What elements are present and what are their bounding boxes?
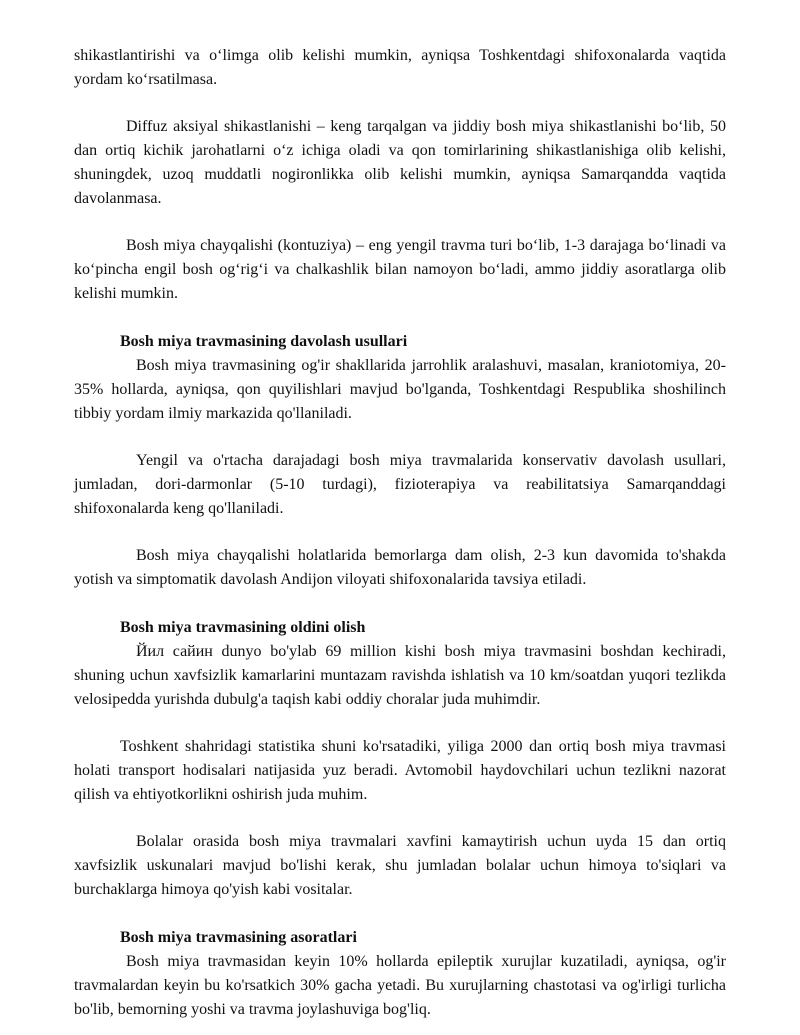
paragraph-diffuse-axonal: Diffuz aksiyal shikastlanishi – keng tarqalgan va jiddiy bosh miya shikastlanishi bo‘lib, 50 dan ortiq kichik jarohatlarni o‘z ichiga oladi va qon tomirlarining shikastlanishiga olib kelishi, shuningdek, uzoq muddatli nogironlikka olib kelishi mumkin, ayniqsa Samarqandda vaqtida davolanmasa. [74, 118, 726, 207]
paragraph-continued: shikastlantirishi va o‘limga olib kelishi mumkin, ayniqsa Toshkentdagi shifoxonalarda vaqtida yordam ko‘rsatilmasa. [74, 47, 726, 88]
paragraph-prevention-2: Toshkent shahridagi statistika shuni ko'rsatadiki, yiliga 2000 dan ortiq bosh miya travmasi holati transport hodisalari natijasida yuz beradi. Avtomobil haydovchilari uchun tezlikni nazorat qilish va ehtiyotkorlikni oshirish juda muhim. [74, 738, 726, 803]
paragraph-complications-1: Bosh miya travmasidan keyin 10% hollarda epileptik xurujlar kuzatiladi, ayniqsa, og'ir travmalardan keyin bu ko'rsatkich 30% gacha yetadi. Bu xurujlarning chastotasi va og'irligi turlicha bo'lib, bemorning yoshi va travma joylashuviga bog'liq. [74, 953, 726, 1018]
section-heading-complications: Bosh miya travmasining asoratlari [120, 929, 357, 946]
paragraph-treatment-1: Bosh miya travmasining og'ir shakllarida jarrohlik aralashuvi, masalan, kraniotomiya, 20-35% hollarda, ayniqsa, qon quyilishlari mavjud bo'lganda, Toshkentdagi Respublika shoshilinch tibbiy yordam ilmiy markazida qo'llaniladi. [74, 357, 726, 422]
section-heading-treatment: Bosh miya travmasining davolash usullari [120, 333, 408, 350]
paragraph-concussion: Bosh miya chayqalishi (kontuziya) – eng yengil travma turi bo‘lib, 1-3 darajaga bo‘linadi va ko‘pincha engil bosh og‘rig‘i va chalkashlik bilan namoyon bo‘ladi, ammo jiddiy asoratlarga olib kelishi mumkin. [74, 237, 726, 302]
paragraph-treatment-2: Yengil va o'rtacha darajadagi bosh miya travmalarida konservativ davolash usullari, jumladan, dori-darmonlar (5-10 turdagi), fizioterapiya va reabilitatsiya Samarqanddagi shifoxonalarda keng qo'llaniladi. [74, 452, 726, 517]
section-heading-prevention: Bosh miya travmasining oldini olish [120, 619, 366, 636]
paragraph-treatment-3: Bosh miya chayqalishi holatlarida bemorlarga dam olish, 2-3 kun davomida to'shakda yotish va simptomatik davolash Andijon viloyati shifoxonalarida tavsiya etiladi. [74, 547, 726, 588]
paragraph-prevention-1: Йил сайин dunyo bo'ylab 69 million kishi bosh miya travmasini boshdan kechiradi, shuning uchun xavfsizlik kamarlarini muntazam ravishda ishlatish va 10 km/soatdan yuqori tezlikda velosipedda yurishda dubulg'a taqish kabi oddiy choralar juda muhimdir. [74, 643, 726, 708]
paragraph-prevention-3: Bolalar orasida bosh miya travmalari xavfini kamaytirish uchun uyda 15 dan ortiq xavfsizlik uskunalari mavjud bo'lishi kerak, shu jumladan bolalar uchun himoya to'siqlari va burchaklarga himoya qo'yish kabi vositalar. [74, 833, 726, 898]
